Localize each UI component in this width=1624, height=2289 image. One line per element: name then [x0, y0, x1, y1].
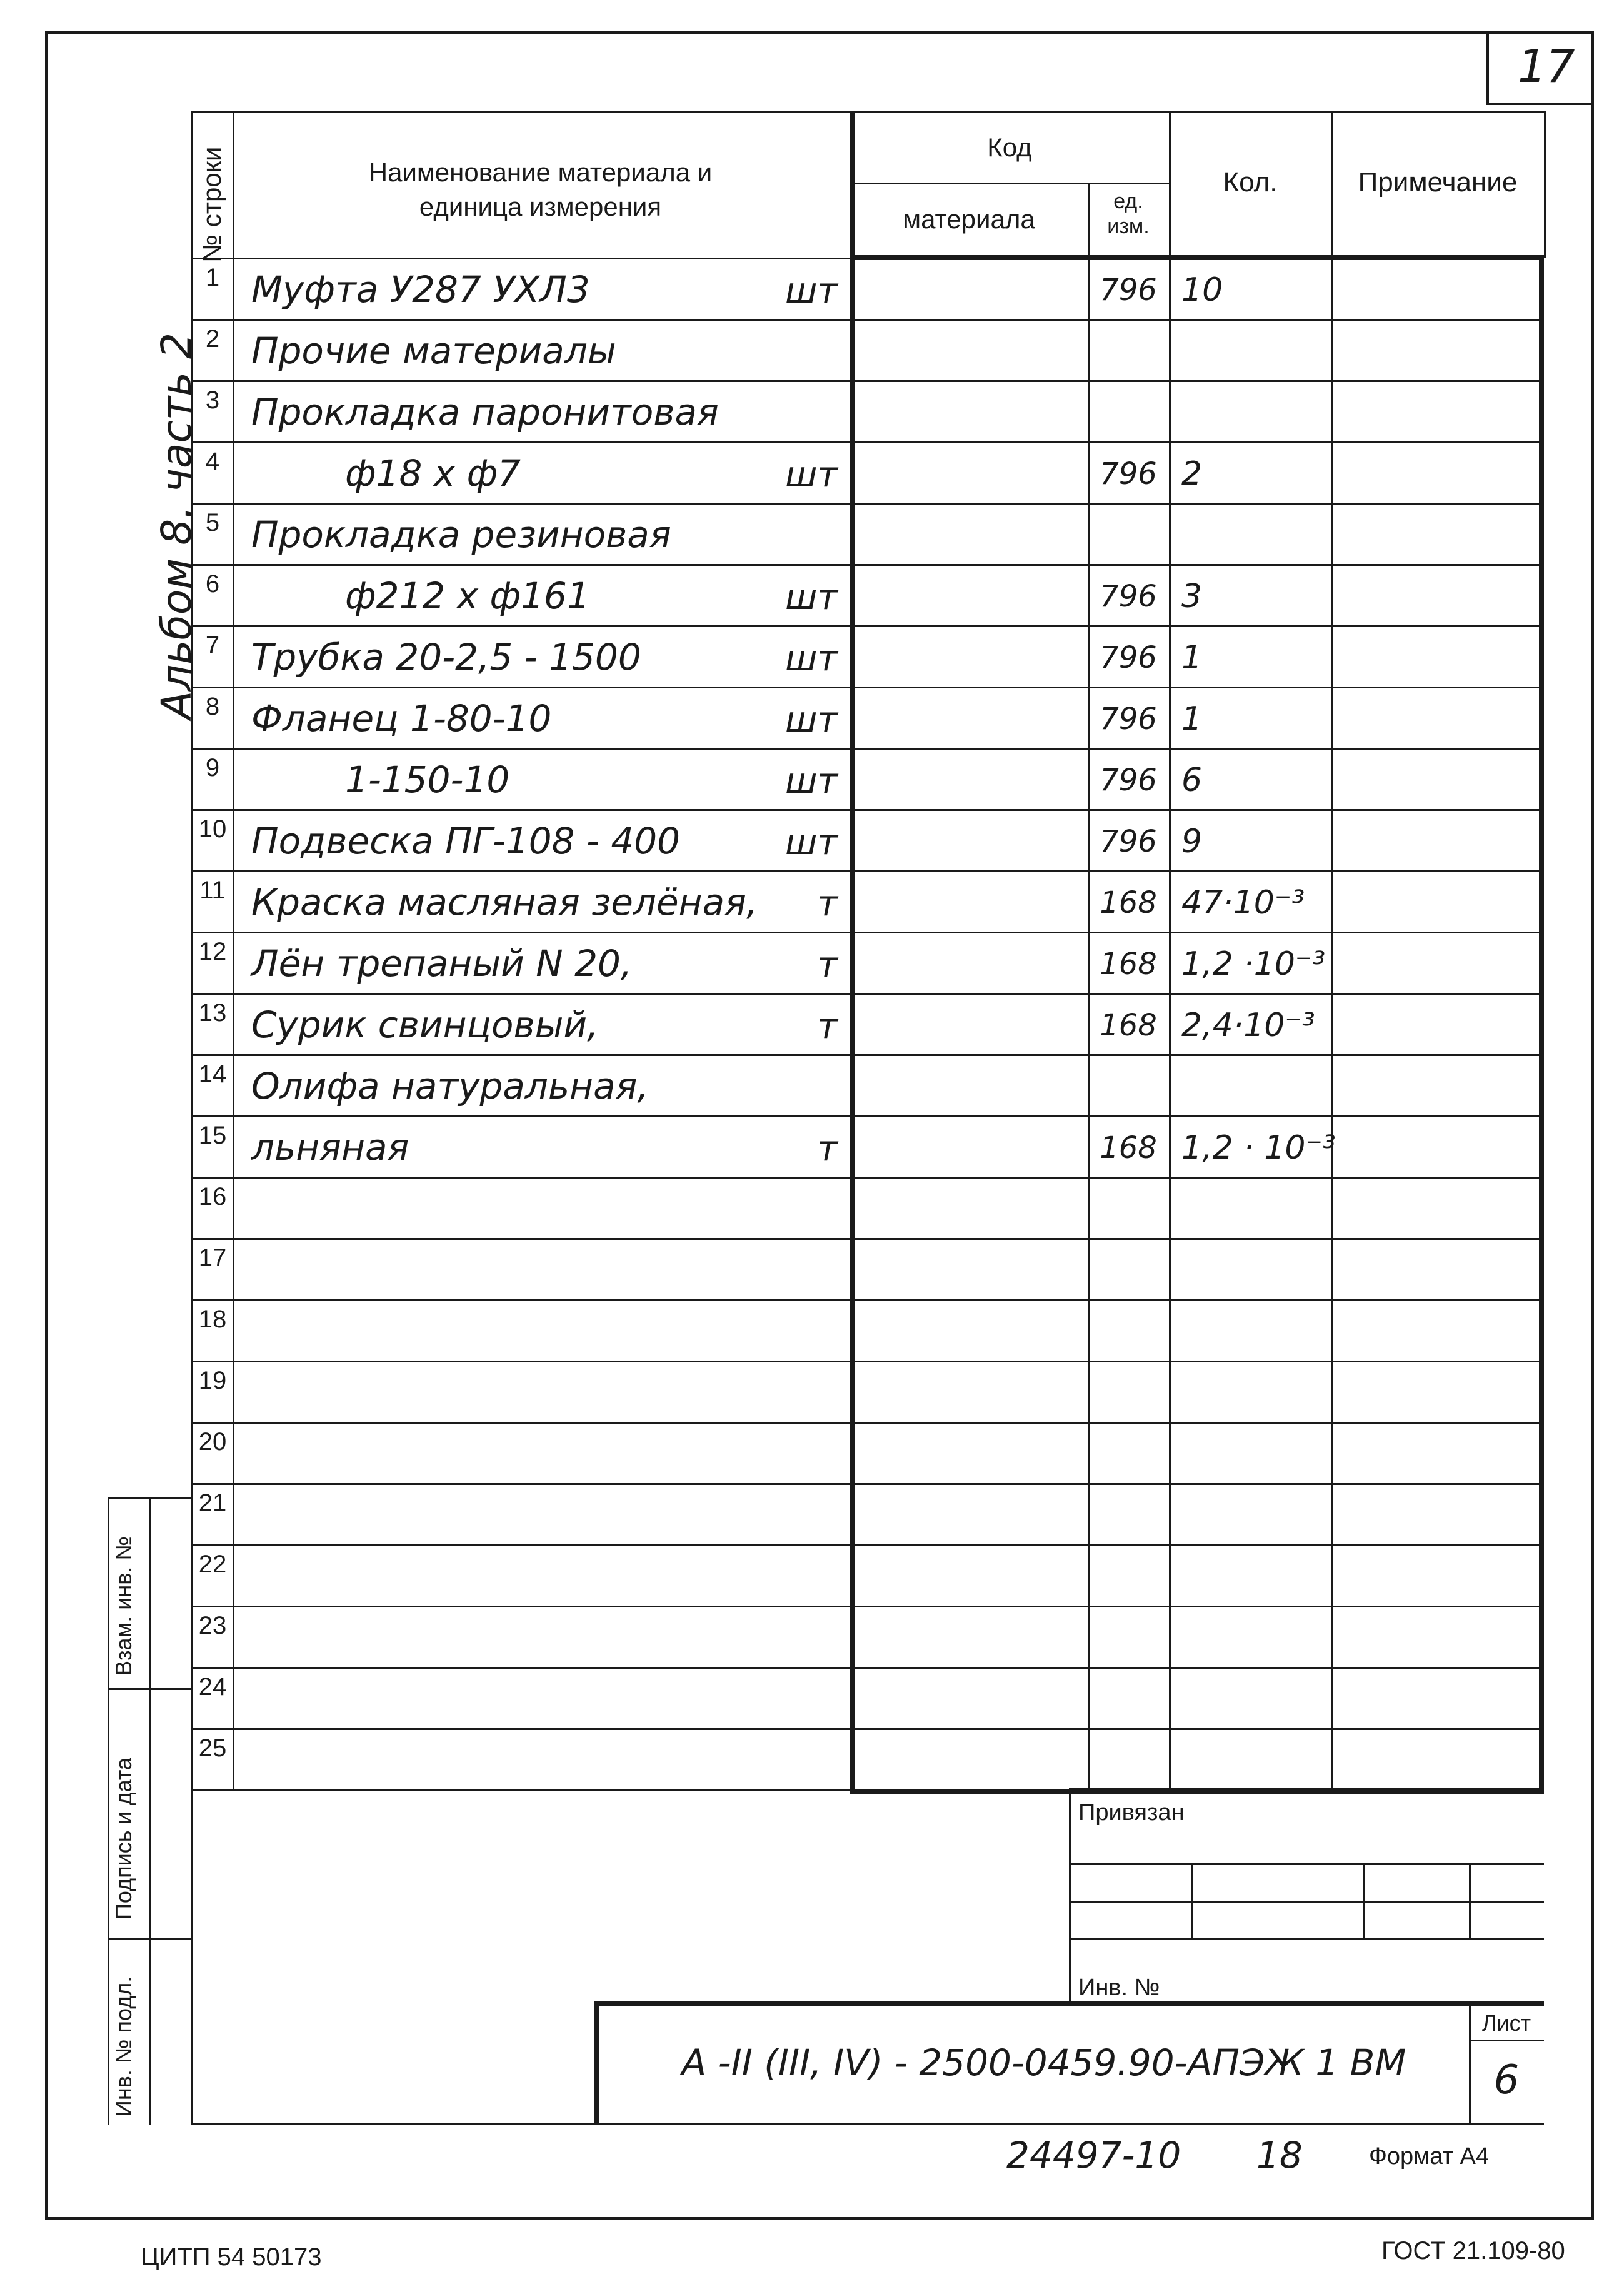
unit-code: 796	[1100, 763, 1157, 798]
list-label: Лист	[1481, 2010, 1531, 2036]
col-divider-material	[1088, 183, 1090, 1789]
col-divider-number	[233, 111, 234, 1789]
unit-name: шт	[785, 700, 838, 740]
row-divider	[191, 1422, 1544, 1424]
row-number: 8	[205, 693, 220, 720]
row-number: 6	[205, 570, 220, 598]
quantity: 2	[1181, 455, 1203, 493]
header-note: Примечание	[1358, 167, 1518, 198]
quantity: 10	[1181, 271, 1223, 309]
footer-page: 18	[1256, 2134, 1303, 2176]
unit-name: шт	[785, 271, 838, 311]
material-name: Прокладка паронитовая	[251, 391, 719, 433]
quantity: 9	[1181, 823, 1203, 860]
unit-name: т	[817, 883, 838, 924]
row-divider	[191, 1483, 1544, 1485]
privyazan-col-3	[1469, 1863, 1471, 1938]
header-bottom-thick	[850, 255, 1544, 260]
unit-code: 168	[1100, 885, 1157, 920]
material-name: Фланец 1-80-10	[251, 697, 552, 740]
material-name: Прокладка резиновая	[251, 513, 671, 556]
header-quantity: Кол.	[1223, 167, 1278, 198]
row-number: 20	[198, 1428, 227, 1456]
row-divider	[191, 1115, 1544, 1117]
row-number: 18	[198, 1305, 227, 1333]
header-unit-line2: изм.	[1107, 214, 1150, 238]
row-number: 13	[198, 999, 227, 1027]
unit-name: т	[817, 1129, 838, 1169]
row-number: 3	[205, 386, 220, 414]
row-number: 1	[205, 264, 220, 291]
row-divider	[191, 1667, 1544, 1669]
row-number: 2	[205, 325, 220, 353]
row-number: 5	[205, 509, 220, 536]
row-number: 16	[198, 1183, 227, 1210]
unit-code: 796	[1100, 702, 1157, 737]
header-right-border	[1544, 111, 1546, 258]
row-divider	[191, 870, 1544, 872]
row-divider	[191, 1177, 1544, 1179]
header-bottom-line	[191, 258, 850, 259]
document-code: А -II (III, IV) - 2500-0459.90-АПЭЖ 1 ВМ	[681, 2041, 1406, 2084]
material-name: ф212 х ф161	[345, 575, 590, 617]
material-name: Трубка 20-2,5 - 1500	[251, 636, 641, 678]
privyazan-top	[1069, 1788, 1544, 1790]
header-name-line1: Наименование материала и	[368, 158, 713, 187]
col-divider-unit	[1169, 111, 1171, 1789]
row-divider	[191, 503, 1544, 505]
row-number: 17	[198, 1244, 227, 1272]
quantity: 6	[1181, 762, 1203, 799]
header-row-number: № строки	[197, 146, 226, 263]
stamp-left-line	[108, 1497, 109, 2125]
row-number: 10	[198, 815, 227, 843]
row-number: 7	[205, 631, 220, 659]
table-top-border	[191, 111, 1544, 113]
list-number: 6	[1493, 2057, 1520, 2103]
table-right-border	[1539, 258, 1544, 1794]
row-number: 14	[198, 1060, 227, 1088]
unit-code: 796	[1100, 824, 1157, 859]
material-name: Подвеска ПГ-108 - 400	[251, 820, 681, 862]
privyazan-grid-2	[1069, 1901, 1544, 1903]
header-material: материала	[903, 204, 1035, 234]
row-number: 21	[198, 1489, 227, 1517]
privyazan-left	[1069, 1788, 1071, 2001]
footer-format: Формат А4	[1369, 2143, 1490, 2170]
unit-name: т	[817, 1006, 838, 1047]
material-name: ф18 х ф7	[345, 452, 521, 495]
row-divider	[191, 441, 1544, 443]
unit-code: 796	[1100, 273, 1157, 308]
row-number: 19	[198, 1367, 227, 1394]
privyazan-label: Привязан	[1078, 1799, 1185, 1826]
row-divider	[191, 993, 1544, 995]
privyazan-col-1	[1191, 1863, 1193, 1938]
row-divider	[191, 1054, 1544, 1056]
unit-code: 168	[1100, 947, 1157, 982]
quantity: 1	[1181, 700, 1203, 738]
album-label: Альбом 8. часть 2	[153, 332, 201, 719]
quantity: 1	[1181, 639, 1203, 677]
col-divider-qty	[1331, 111, 1333, 1789]
unit-name: шт	[785, 455, 838, 495]
row-divider	[191, 1728, 1544, 1730]
quantity: 1,2 ·10⁻³	[1181, 945, 1326, 983]
row-divider	[191, 1544, 1544, 1546]
unit-name: шт	[785, 822, 838, 863]
row-divider	[191, 1238, 1544, 1240]
row-divider	[191, 1299, 1544, 1301]
stamp-podpis: Подпись и дата	[111, 1758, 136, 1919]
row-divider	[191, 1361, 1544, 1362]
privyazan-grid-1	[1069, 1863, 1544, 1865]
material-name: льняная	[251, 1126, 409, 1169]
row-divider	[191, 1606, 1544, 1607]
header-code-divider	[850, 183, 1169, 184]
stamp-vzam: Взам. инв. №	[111, 1536, 136, 1676]
privyazan-col-2	[1363, 1863, 1365, 1938]
title-bottom-line	[191, 2123, 1544, 2125]
row-divider	[191, 625, 1544, 627]
unit-name: шт	[785, 577, 838, 618]
material-name: Олифа натуральная,	[251, 1065, 649, 1107]
footer-gost: ГОСТ 21.109-80	[1381, 2237, 1565, 2265]
stamp-inv: Инв. № подл.	[111, 1976, 136, 2116]
table-bottom-line	[191, 1789, 850, 1791]
row-number: 11	[199, 877, 226, 904]
page-number: 17	[1518, 40, 1575, 93]
row-divider	[191, 748, 1544, 750]
row-divider	[191, 932, 1544, 933]
unit-name: шт	[785, 638, 838, 679]
unit-name: т	[817, 945, 838, 985]
unit-name: шт	[785, 761, 838, 802]
quantity: 2,4·10⁻³	[1181, 1007, 1315, 1044]
row-number: 24	[198, 1673, 227, 1701]
header-unit-line1: ед.	[1113, 189, 1143, 213]
stamp-inner-line	[149, 1497, 151, 2125]
row-divider	[191, 380, 1544, 382]
quantity: 3	[1181, 578, 1203, 615]
quantity: 47·10⁻³	[1181, 884, 1305, 922]
row-divider	[191, 809, 1544, 811]
unit-code: 796	[1100, 456, 1157, 491]
list-box-divider	[1469, 2040, 1544, 2041]
row-number: 23	[198, 1612, 227, 1639]
row-divider	[191, 564, 1544, 566]
row-number: 12	[198, 938, 227, 965]
quantity: 1,2 · 10⁻³	[1181, 1129, 1336, 1167]
unit-code: 796	[1100, 640, 1157, 675]
material-name: 1-150-10	[345, 758, 510, 801]
row-number: 15	[198, 1122, 227, 1149]
material-name: Лён трепаный N 20,	[251, 942, 633, 985]
row-number: 22	[198, 1551, 227, 1578]
row-number: 25	[198, 1734, 227, 1762]
material-name: Прочие материалы	[251, 330, 616, 372]
footer-citp: ЦИТП 54 50173	[141, 2243, 322, 2271]
row-divider	[191, 319, 1544, 321]
doc-block-left	[594, 2001, 599, 2125]
footer-doc-number: 24497-10	[1006, 2134, 1181, 2176]
material-name: Сурик свинцовый,	[251, 1004, 599, 1046]
unit-code: 168	[1100, 1130, 1157, 1165]
header-code: Код	[987, 133, 1032, 162]
col-divider-name	[850, 111, 855, 1794]
header-name-line2: единица измерения	[419, 192, 662, 221]
row-divider	[191, 687, 1544, 688]
row-number: 9	[205, 754, 220, 782]
title-left-line	[191, 1497, 193, 2125]
unit-code: 168	[1100, 1008, 1157, 1043]
material-name: Краска масляная зелёная,	[251, 881, 758, 923]
privyazan-grid-3	[1069, 1938, 1544, 1940]
row-number: 4	[205, 448, 220, 475]
unit-code: 796	[1100, 579, 1157, 614]
table-bottom-thick	[850, 1789, 1544, 1794]
inv-no-label: Инв. №	[1078, 1975, 1160, 2001]
doc-block-top	[594, 2001, 1544, 2006]
material-name: Муфта У287 УХЛ3	[251, 268, 590, 311]
